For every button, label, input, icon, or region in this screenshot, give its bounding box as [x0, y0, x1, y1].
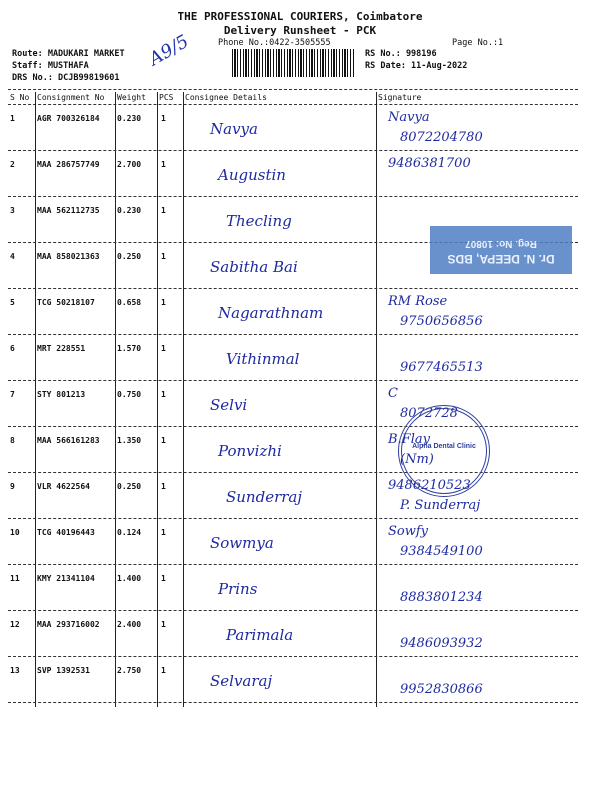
- row-consignment: TCG 50218107: [37, 298, 95, 307]
- row-consignment: MAA 562112735: [37, 206, 100, 215]
- row-signature: C: [388, 386, 398, 401]
- row-sno: 9: [10, 482, 15, 491]
- row-signature: 9486210523: [388, 478, 471, 493]
- row-consignee: Augustin: [218, 166, 286, 184]
- row-consignment: TCG 40196443: [37, 528, 95, 537]
- row-sno: 4: [10, 252, 15, 261]
- col-divider: [115, 92, 116, 707]
- handwritten-note: A9/5: [145, 30, 193, 71]
- row-signature-note: 9384549100: [400, 544, 483, 559]
- row-pcs: 1: [161, 666, 166, 675]
- row-pcs: 1: [161, 206, 166, 215]
- row-pcs: 1: [161, 620, 166, 629]
- row-sno: 2: [10, 160, 15, 169]
- route: Route: MADUKARI MARKET: [12, 49, 125, 59]
- row-consignee: Ponvizhi: [218, 442, 282, 460]
- row-sno: 11: [10, 574, 20, 583]
- table-header-rule: [8, 104, 578, 105]
- row-pcs: 1: [161, 574, 166, 583]
- row-sno: 10: [10, 528, 20, 537]
- row-consignment: SVP 1392531: [37, 666, 90, 675]
- row-consignee: Sabitha Bai: [210, 258, 298, 276]
- col-weight: Weight: [117, 93, 146, 102]
- row-weight: 1.570: [117, 344, 142, 353]
- row-sno: 1: [10, 114, 15, 123]
- row-consignee: Vithinmal: [226, 350, 300, 368]
- row-consignment: MRT 228551: [37, 344, 86, 353]
- row-weight: 1.350: [117, 436, 142, 445]
- doctor-stamp-reg: Reg. No: 10807: [465, 238, 537, 249]
- col-divider: [183, 92, 184, 707]
- row-rule: [8, 196, 578, 197]
- row-rule: [8, 426, 578, 427]
- document-subtitle: Delivery Runsheet - PCK: [223, 24, 377, 37]
- row-consignee: Thecling: [226, 212, 292, 230]
- row-consignee: Sunderraj: [226, 488, 303, 506]
- row-consignment: VLR 4622564: [37, 482, 90, 491]
- row-signature: 9486381700: [388, 156, 471, 171]
- row-consignment: MAA 858021363: [37, 252, 100, 261]
- row-pcs: 1: [161, 252, 166, 261]
- row-sno: 13: [10, 666, 20, 675]
- col-pcs: PCS: [159, 93, 174, 102]
- phone-number: Phone No.:0422-3505555: [218, 38, 331, 48]
- col-divider: [157, 92, 158, 707]
- row-consignment: MAA 293716002: [37, 620, 100, 629]
- row-signature-note: 9750656856: [400, 314, 483, 329]
- row-sno: 8: [10, 436, 15, 445]
- row-rule: [8, 656, 578, 657]
- row-weight: 2.750: [117, 666, 142, 675]
- row-weight: 0.250: [117, 252, 142, 261]
- document-title: THE PROFESSIONAL COURIERS, Coimbatore: [177, 10, 423, 23]
- row-pcs: 1: [161, 528, 166, 537]
- row-weight: 2.400: [117, 620, 142, 629]
- row-consignment: MAA 566161283: [37, 436, 100, 445]
- row-pcs: 1: [161, 160, 166, 169]
- col-sno: S No: [10, 93, 30, 102]
- row-weight: 1.400: [117, 574, 142, 583]
- row-signature: RM Rose: [388, 294, 448, 309]
- row-sno: 6: [10, 344, 15, 353]
- row-pcs: 1: [161, 344, 166, 353]
- row-consignee: Navya: [210, 120, 258, 138]
- row-pcs: 1: [161, 390, 166, 399]
- col-divider: [35, 92, 36, 707]
- row-consignee: Selvi: [210, 396, 248, 414]
- row-signature-note: 8072204780: [400, 130, 483, 145]
- row-sno: 7: [10, 390, 15, 399]
- row-rule: [8, 702, 578, 703]
- rs-date: RS Date: 11-Aug-2022: [365, 61, 468, 71]
- row-rule: [8, 564, 578, 565]
- row-signature-note: 8883801234: [400, 590, 483, 605]
- row-consignee: Prins: [218, 580, 258, 598]
- staff: Staff: MUSTHAFA: [12, 61, 89, 71]
- row-rule: [8, 288, 578, 289]
- col-consignment: Consignment No: [37, 93, 105, 102]
- row-consignee: Nagarathnam: [218, 304, 324, 322]
- row-sno: 12: [10, 620, 20, 629]
- row-rule: [8, 334, 578, 335]
- row-signature-note: 9952830866: [400, 682, 483, 697]
- clinic-stamp-text: Alpha Dental Clinic: [412, 443, 476, 450]
- table-top-rule: [8, 89, 578, 90]
- row-rule: [8, 380, 578, 381]
- row-rule: [8, 150, 578, 151]
- row-signature-note: 9677465513: [400, 360, 483, 375]
- row-weight: 0.658: [117, 298, 142, 307]
- col-signature: Signature: [378, 93, 422, 102]
- row-rule: [8, 472, 578, 473]
- row-pcs: 1: [161, 436, 166, 445]
- col-consignee: Consignee Details: [185, 93, 267, 102]
- row-weight: 0.230: [117, 206, 142, 215]
- page-number: Page No.:1: [452, 38, 504, 48]
- row-weight: 0.750: [117, 390, 142, 399]
- row-consignment: MAA 286757749: [37, 160, 100, 169]
- doctor-stamp-name: Dr. N. DEEPA, BDS: [447, 252, 555, 266]
- row-signature: Sowfy: [388, 524, 429, 539]
- doctor-stamp: [430, 226, 572, 274]
- row-consignee: Parimala: [226, 626, 294, 644]
- row-pcs: 1: [161, 482, 166, 491]
- clinic-round-stamp: [398, 405, 490, 497]
- row-consignee: Selvaraj: [210, 672, 273, 690]
- rs-number: RS No.: 998196: [365, 49, 437, 59]
- row-signature-note: (Nm): [400, 452, 434, 467]
- row-sno: 3: [10, 206, 15, 215]
- row-rule: [8, 518, 578, 519]
- row-rule: [8, 610, 578, 611]
- row-consignment: AGR 700326184: [37, 114, 100, 123]
- row-consignment: KMY 21341104: [37, 574, 95, 583]
- row-weight: 2.700: [117, 160, 142, 169]
- row-pcs: 1: [161, 298, 166, 307]
- row-signature: B.Flay: [388, 432, 430, 447]
- row-consignee: Sowmya: [210, 534, 274, 552]
- row-pcs: 1: [161, 114, 166, 123]
- row-weight: 0.230: [117, 114, 142, 123]
- col-divider: [376, 92, 377, 707]
- row-signature-note: P. Sunderraj: [400, 498, 481, 513]
- row-weight: 0.124: [117, 528, 142, 537]
- drs-number: DRS No.: DCJB99819601: [12, 73, 120, 83]
- row-signature: Navya: [388, 110, 430, 125]
- row-consignment: STY 801213: [37, 390, 86, 399]
- row-weight: 0.250: [117, 482, 142, 491]
- barcode: [232, 49, 355, 77]
- row-signature-note: 8072728: [400, 406, 458, 421]
- row-sno: 5: [10, 298, 15, 307]
- row-signature-note: 9486093932: [400, 636, 483, 651]
